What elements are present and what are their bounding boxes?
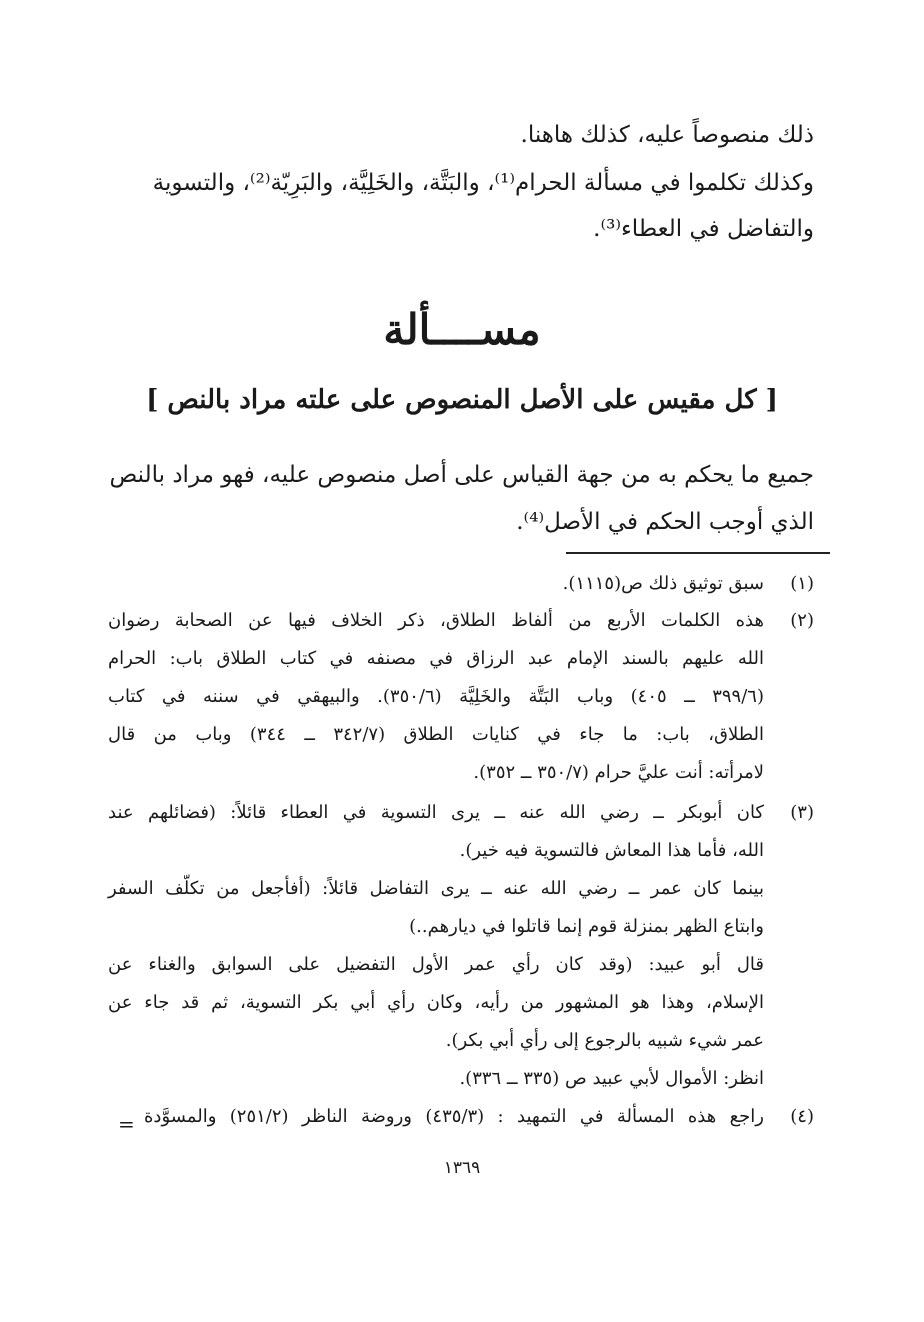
footnote-line: بينما كان عمر ــ رضي الله عنه ــ يرى التفاضل قائلاً: (أفأجعل من تكلّف السفر	[108, 878, 764, 899]
paragraph-line: جميع ما يحكم به من جهة القياس على أصل منصوص عليه، فهو مراد بالنص	[109, 462, 814, 488]
footnote-line: قال أبو عبيد: (وقد كان رأي عمر الأول التفضيل على السوابق والغناء عن	[108, 954, 764, 975]
footnote-line: الله عليهم بالسند الإمام عبد الرزاق في مصنفه في كتاب الطلاق باب: الحرام	[108, 648, 764, 669]
paragraph-line: ذلك منصوصاً عليه، كذلك هاهنا.	[520, 122, 814, 148]
footnote-number: (١)	[790, 573, 814, 594]
footnote-line: انظر: الأموال لأبي عبيد ص (٣٣٥ ــ ٣٣٦).	[459, 1068, 764, 1089]
footnote-line: هذه الكلمات الأربع من ألفاظ الطلاق، ذكر الخلاف فيها عن الصحابة رضوان	[108, 610, 764, 631]
footnote-number: (٣)	[790, 802, 814, 823]
footnote-line: سبق توثيق ذلك ص(١١١٥).	[562, 573, 764, 594]
paragraph-line: وكذلك تكلموا في مسألة الحرام⁽¹⁾، والبَتَّة، والخَلِيَّة، والبَرِيّة⁽²⁾، والتسوية	[152, 170, 814, 196]
footnote-line: راجع هذه المسألة في التمهيد : (٤٣٥/٣) وروضة الناظر (٢٥١/٢) والمسوَّدة	[144, 1106, 764, 1127]
paragraph-line: والتفاضل في العطاء⁽³⁾.	[593, 216, 814, 242]
footnote-line: الإسلام، وهذا هو المشهور من رأيه، وكان رأي أبي بكر التسوية، ثم قد جاء عن	[108, 992, 764, 1013]
footnote-line: وابتاع الظهر بمنزلة قوم إنما قاتلوا في ديارهم..)	[409, 916, 764, 937]
footnote-number: (٤)	[790, 1106, 814, 1127]
footnote-line: عمر شيء شبيه بالرجوع إلى رأي أبي بكر).	[445, 1030, 764, 1051]
page-number: ١٣٦٩	[443, 1158, 481, 1178]
footnote-separator	[566, 552, 830, 554]
footnote-number: (٢)	[790, 610, 814, 631]
section-subheading: [ كل مقيس على الأصل المنصوص على علته مراد بالنص ]	[146, 385, 778, 415]
section-heading: مســــألة	[383, 305, 541, 354]
footnote-line: الله، فأما هذا المعاش فالتسوية فيه خير).	[459, 840, 764, 861]
paragraph-line: الذي أوجب الحكم في الأصل⁽⁴⁾.	[516, 509, 814, 535]
footnote-line: كان أبوبكر ــ رضي الله عنه ــ يرى التسوية في العطاء قائلاً: (فضائلهم عند	[108, 802, 764, 823]
footnote-line: الطلاق، باب: ما جاء في كنايات الطلاق (٣٤٢/٧ ــ ٣٤٤) وباب من قال	[108, 724, 764, 745]
footnote-line: (٣٩٩/٦ ــ ٤٠٥) وباب البَتَّة والخَلِيَّة (٣٥٠/٦). والبيهقي في سننه في كتاب	[108, 686, 764, 707]
continuation-mark: =	[118, 1112, 135, 1136]
footnote-line: لامرأته: أنت عليَّ حرام (٣٥٠/٧ ــ ٣٥٢).	[473, 762, 764, 783]
